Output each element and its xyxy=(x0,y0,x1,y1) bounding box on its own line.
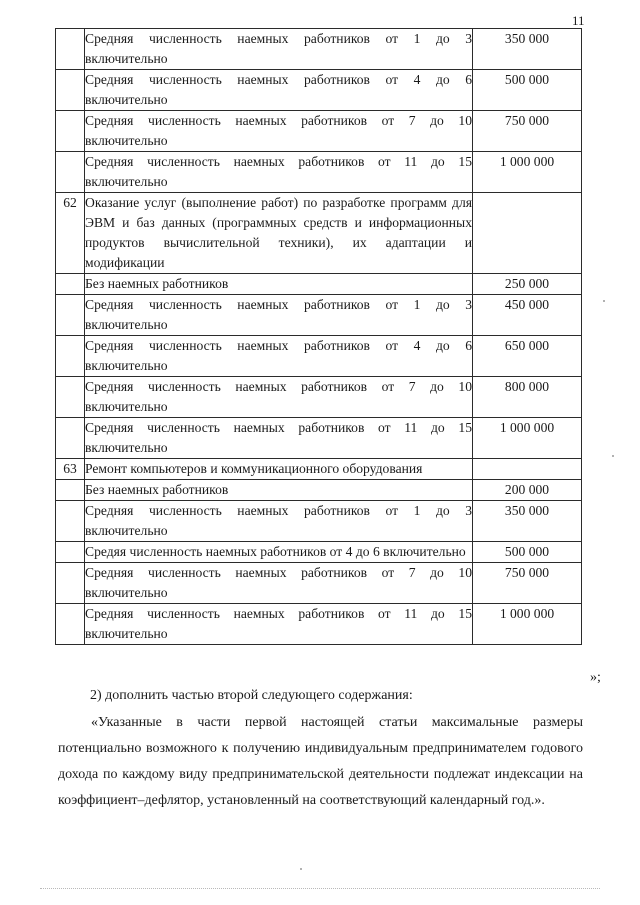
amendment-quoted-text: «Указанные в части первой настоящей статьи максимальные размеры потенциально возможного к получению индивидуальным предпринимателем годового дохода по каждому виду предпринимательской деятельности подлежат индексации на коэффициент–дефлятор, установленный на соответствующий календарный год.». xyxy=(58,715,583,808)
row-description: Средняя численность наемных работников от 7 до 10 включительно xyxy=(85,111,473,152)
row-number xyxy=(56,152,85,193)
table-row xyxy=(56,193,582,274)
table-row xyxy=(56,336,582,377)
row-amount: 1 000 000 xyxy=(473,418,582,459)
row-amount: 750 000 xyxy=(473,111,582,152)
table-row xyxy=(56,152,582,193)
row-number xyxy=(56,604,85,645)
table-row xyxy=(56,295,582,336)
closing-quote-mark: »; xyxy=(590,670,601,685)
row-amount: 800 000 xyxy=(473,377,582,418)
row-number xyxy=(56,29,85,70)
row-description: Средняя численность наемных работников от 7 до 10 включительно xyxy=(85,377,473,418)
row-amount: 500 000 xyxy=(473,70,582,111)
table-row xyxy=(56,542,582,563)
row-amount: 200 000 xyxy=(473,480,582,501)
table-row xyxy=(56,377,582,418)
row-amount: 450 000 xyxy=(473,295,582,336)
row-description: Средняя численность наемных работников от 11 до 15 включительно xyxy=(85,418,473,459)
row-description: Средняя численность наемных работников от 4 до 6 включительно xyxy=(85,336,473,377)
row-number xyxy=(56,480,85,501)
row-description: Средняя численность наемных работников от 11 до 15 включительно xyxy=(85,152,473,193)
row-amount: 500 000 xyxy=(473,542,582,563)
row-description: Оказание услуг (выполнение работ) по разработке программ для ЭВМ и баз данных (программных средств и информационных продуктов вычислительной техники), их адаптации и модификации xyxy=(85,193,473,274)
row-number xyxy=(56,336,85,377)
row-description: Средняя численность наемных работников от 1 до 3 включительно xyxy=(85,501,473,542)
row-amount: 650 000 xyxy=(473,336,582,377)
row-description: Средняя численность наемных работников от 4 до 6 включительно xyxy=(85,70,473,111)
table-row xyxy=(56,70,582,111)
table-row xyxy=(56,604,582,645)
table-row xyxy=(56,501,582,542)
table-row xyxy=(56,274,582,295)
row-description: Средняя численность наемных работников от 7 до 10 включительно xyxy=(85,563,473,604)
row-number xyxy=(56,418,85,459)
table-row xyxy=(56,29,582,70)
page-number: 11 xyxy=(572,13,585,28)
row-amount: 350 000 xyxy=(473,29,582,70)
row-amount xyxy=(473,459,582,480)
row-amount: 1 000 000 xyxy=(473,604,582,645)
row-amount: 350 000 xyxy=(473,501,582,542)
row-number xyxy=(56,295,85,336)
row-description: Средняя численность наемных работников от 1 до 3 включительно xyxy=(85,295,473,336)
income-limits-table xyxy=(55,28,582,645)
row-number: 62 xyxy=(56,193,85,274)
table-body xyxy=(56,29,582,645)
scan-speck xyxy=(300,868,302,870)
row-description: Средняя численность наемных работников от 11 до 15 включительно xyxy=(85,604,473,645)
table-row xyxy=(56,418,582,459)
row-description: Без наемных работников xyxy=(85,274,473,295)
row-number xyxy=(56,111,85,152)
row-description: Ремонт компьютеров и коммуникационного оборудования xyxy=(85,459,473,480)
table-row xyxy=(56,563,582,604)
row-amount: 1 000 000 xyxy=(473,152,582,193)
row-number: 63 xyxy=(56,459,85,480)
row-amount: 250 000 xyxy=(473,274,582,295)
row-amount: 750 000 xyxy=(473,563,582,604)
row-description: Средняя численность наемных работников от 1 до 3 включительно xyxy=(85,29,473,70)
row-number xyxy=(56,542,85,563)
row-number xyxy=(56,70,85,111)
scan-speck xyxy=(603,300,605,302)
row-description: Без наемных работников xyxy=(85,480,473,501)
table-row xyxy=(56,480,582,501)
row-number xyxy=(56,377,85,418)
row-number xyxy=(56,274,85,295)
row-number xyxy=(56,563,85,604)
row-amount xyxy=(473,193,582,274)
row-description: Средяя численность наемных работников от 4 до 6 включительно xyxy=(85,542,473,563)
row-number xyxy=(56,501,85,542)
scan-artifact-line xyxy=(40,888,600,890)
amendment-item-2: 2) дополнить частью второй следующего содержания: xyxy=(90,688,413,703)
scan-speck xyxy=(612,455,614,457)
table-row xyxy=(56,111,582,152)
table-row xyxy=(56,459,582,480)
